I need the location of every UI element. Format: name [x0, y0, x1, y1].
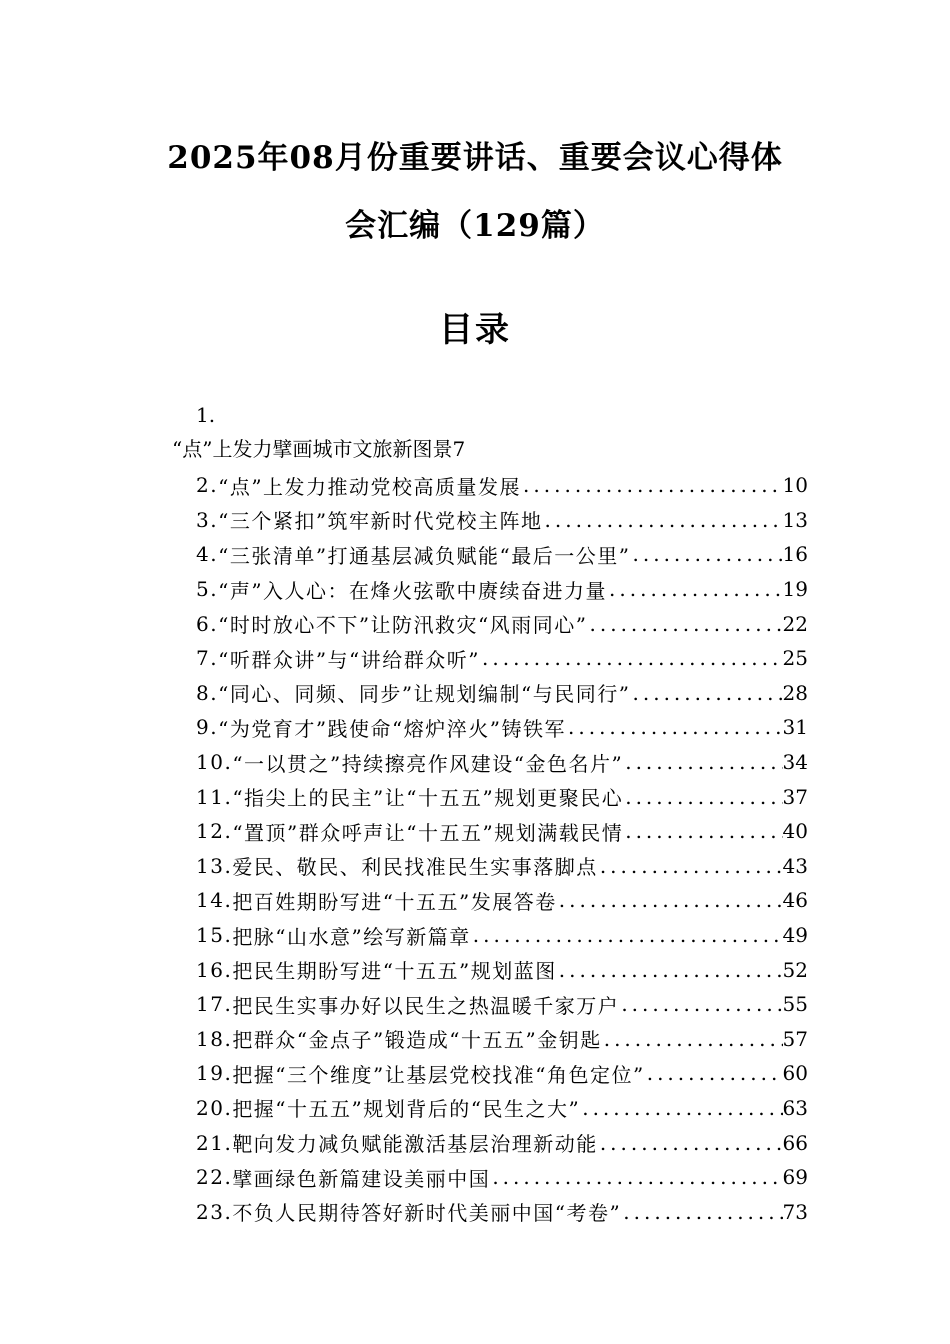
toc-heading: 目录: [439, 310, 511, 350]
toc-leader-dots: [580, 1096, 782, 1120]
toc-entry-title: “点”上发力擘画城市文旅新图景7: [172, 437, 466, 461]
toc-entry-title: 把握“三个维度”让基层党校找准“角色定位”: [232, 1062, 645, 1087]
toc-entry-page: 55: [782, 992, 808, 1017]
toc-entry-title: 把民生期盼写进“十五五”规划蓝图: [232, 959, 557, 984]
toc-entry[interactable]: [196, 641, 808, 676]
toc-entry-title: “声”入人心：在烽火弦歌中赓续奋进力量: [218, 578, 608, 603]
toc-entry-number: 22.: [196, 1165, 233, 1190]
toc-entry-page: 49: [782, 923, 808, 948]
toc-entry[interactable]: [196, 883, 808, 918]
toc-entry[interactable]: [196, 676, 808, 711]
toc-entry-title: “三个紧扣”筑牢新时代党校主阵地: [218, 509, 543, 534]
toc-leader-dots: [621, 1200, 782, 1224]
toc-entry-title: 把百姓期盼写进“十五五”发展答卷: [232, 889, 557, 914]
toc-entry-title: 把握“十五五”规划背后的“民生之大”: [232, 1097, 581, 1122]
toc-entry-title: “三张清单”打通基层减负赋能“最后一公里”: [218, 543, 631, 568]
toc-entry-title: “听群众讲”与“讲给群众听”: [218, 647, 480, 672]
toc-entry[interactable]: [196, 987, 808, 1022]
toc-entry-page: 63: [782, 1095, 808, 1120]
toc-entry-page: 66: [782, 1130, 808, 1155]
toc-entry-number: 2.: [196, 473, 219, 498]
toc-entry-number: 13.: [196, 853, 233, 878]
toc-entry-title: 靶向发力减负赋能激活基层治理新动能: [232, 1132, 598, 1157]
toc-entry-title: “置顶”群众呼声让“十五五”规划满载民情: [232, 820, 624, 845]
toc-leader-dots: [566, 715, 783, 739]
toc-leader-dots: [598, 1131, 783, 1155]
toc-leader-dots: [623, 785, 782, 809]
toc-entry-title: “指尖上的民主”让“十五五”规划更聚民心: [232, 786, 624, 811]
toc-leader-dots: [619, 992, 782, 1016]
toc-entry-title: “点”上发力推动党校高质量发展: [218, 474, 522, 499]
toc-entry[interactable]: [196, 849, 808, 884]
toc-entry[interactable]: [196, 918, 808, 953]
toc-entry[interactable]: [196, 468, 808, 503]
toc-entry-page: 60: [782, 1061, 808, 1086]
toc-entry[interactable]: [196, 952, 808, 987]
toc-leader-dots: [623, 819, 782, 843]
toc-entry-page: 34: [782, 750, 808, 775]
toc-entry-title: “同心、同频、同步”让规划编制“与民同行”: [218, 682, 631, 707]
toc-entry[interactable]: [196, 1125, 808, 1160]
toc-entry-number: 19.: [196, 1061, 233, 1086]
toc-entry-title: 擘画绿色新篇建设美丽中国: [232, 1166, 491, 1191]
toc-entry-page: 19: [782, 577, 808, 602]
toc-entry-number: 17.: [196, 992, 233, 1017]
toc-entry-number: 16.: [196, 957, 233, 982]
toc-entry-page: 13: [782, 507, 808, 532]
toc-entry[interactable]: [196, 1022, 808, 1057]
toc-entry[interactable]: [196, 1091, 808, 1126]
toc-entry-number: 10.: [196, 750, 233, 775]
toc-entry-page: 28: [782, 680, 808, 705]
toc-entry-number: 14.: [196, 888, 233, 913]
toc-leader-dots: [623, 750, 782, 774]
document-title-line1: 2025年08月份重要讲话、重要会议心得体: [167, 140, 783, 176]
toc-leader-dots: [480, 646, 783, 670]
toc-entry-page: 31: [782, 715, 808, 740]
toc-entry-title: “时时放心不下”让防汛救灾“风雨同心”: [218, 613, 588, 638]
toc-entry[interactable]: [196, 572, 808, 607]
toc-entry[interactable]: [196, 710, 808, 745]
document-title-line2: 会汇编（129篇）: [345, 208, 605, 244]
toc-entry-number: 21.: [196, 1130, 233, 1155]
toc-entry-page: 52: [782, 957, 808, 982]
toc-leader-dots: [602, 1027, 783, 1051]
toc-entry-title: “一以贯之”持续擦亮作风建设“金色名片”: [232, 751, 624, 776]
toc-entry-page: 16: [782, 542, 808, 567]
toc-entry-title: 不负人民期待答好新时代美丽中国“考卷”: [232, 1201, 622, 1226]
toc-entry-page: 10: [782, 473, 808, 498]
toc-entry-page: 25: [782, 646, 808, 671]
toc-entry[interactable]: [196, 537, 808, 572]
toc-entry[interactable]: [196, 1056, 808, 1091]
toc-leader-dots: [471, 923, 783, 947]
toc-entry-number: 15.: [196, 923, 233, 948]
toc-entry-number: 8.: [196, 680, 219, 705]
toc-entry[interactable]: [196, 745, 808, 780]
toc-entry[interactable]: [196, 814, 808, 849]
toc-entry-number: 20.: [196, 1095, 233, 1120]
toc-entry-number: 1.: [196, 403, 216, 427]
toc-entry-page: 46: [782, 888, 808, 913]
toc-entry-title: 把脉“山水意”绘写新篇章: [232, 924, 471, 949]
toc-entry-page: 73: [782, 1199, 808, 1224]
toc-leader-dots: [631, 542, 783, 566]
toc-leader-dots: [631, 681, 783, 705]
toc-leader-dots: [588, 612, 783, 636]
toc-entry[interactable]: [196, 1194, 808, 1229]
toc-entry-title: 把群众“金点子”锻造成“十五五”金钥匙: [232, 1028, 602, 1053]
toc-entry[interactable]: [196, 779, 808, 814]
toc-entry-number: 11.: [196, 784, 233, 809]
toc-entry-number: 3.: [196, 507, 219, 532]
toc-leader-dots: [490, 1165, 782, 1189]
toc-entry-number: 18.: [196, 1026, 233, 1051]
toc-leader-dots: [521, 473, 783, 497]
toc-entry-page: 22: [782, 611, 808, 636]
toc-entry-number: 5.: [196, 577, 219, 602]
toc-entry-number: 7.: [196, 646, 219, 671]
toc-entry-page: 69: [782, 1165, 808, 1190]
toc-entry-page: 57: [782, 1026, 808, 1051]
toc-leader-dots: [598, 854, 783, 878]
toc-entry-number: 9.: [196, 715, 219, 740]
toc-entry-page: 37: [782, 784, 808, 809]
toc-leader-dots: [543, 508, 783, 532]
toc-entry[interactable]: [196, 503, 808, 538]
toc-leader-dots: [557, 958, 783, 982]
toc-entry-number: 23.: [196, 1199, 233, 1224]
toc-entry-page: 40: [782, 819, 808, 844]
toc-entry-number: 12.: [196, 819, 233, 844]
toc-entry-number: 6.: [196, 611, 219, 636]
toc-entry-page: 43: [782, 853, 808, 878]
toc-leader-dots: [645, 1061, 783, 1085]
toc-entry[interactable]: [196, 606, 808, 641]
toc-entry-list: [196, 468, 808, 1229]
toc-entry-title: 爱民、敬民、利民找准民生实事落脚点: [232, 855, 598, 880]
toc-entry-title: “为党育才”践使命“熔炉淬火”铸铁军: [218, 716, 566, 741]
toc-leader-dots: [557, 888, 783, 912]
toc-entry-title: 把民生实事办好以民生之热温暖千家万户: [232, 993, 620, 1018]
toc-entry-number: 4.: [196, 542, 219, 567]
toc-leader-dots: [607, 577, 783, 601]
toc-entry[interactable]: [196, 1160, 808, 1195]
